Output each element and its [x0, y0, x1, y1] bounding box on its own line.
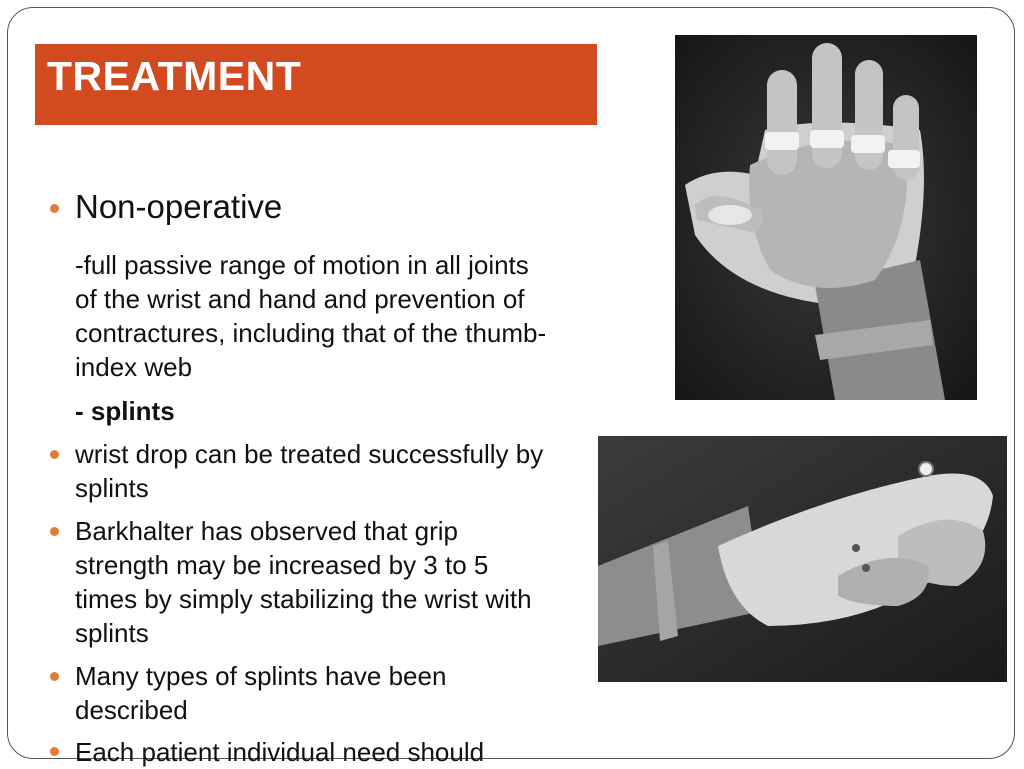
bullet-dot: [50, 204, 59, 213]
bullet-dot: [50, 672, 59, 681]
bullet-dot: [50, 450, 59, 459]
hand-splint-photo-palm: [675, 35, 977, 400]
bullet-wrist-drop: wrist drop can be treated successfully by splints: [75, 439, 544, 503]
slide-title: TREATMENT: [47, 53, 302, 99]
bullet-dot: [50, 747, 59, 756]
hand-splint-photo-side: [598, 436, 1007, 682]
sub-bullet-range-of-motion: -full passive range of motion in all joints of the wrist and hand and prevention of contractures, including that of the thumb-index web: [75, 250, 547, 382]
bullet-types-of-splints: Many types of splints have been described: [75, 661, 447, 725]
title-bar: [35, 44, 597, 125]
bullet-barkhalter: Barkhalter has observed that grip strength may be increased by 3 to 5 times by simply stabilizing the wrist with splints: [75, 516, 532, 648]
bullet-each-patient: Each patient individual need should: [75, 737, 485, 767]
sub-bullet-splints: - splints: [75, 396, 175, 426]
bullet-non-operative: Non-operative: [75, 188, 283, 225]
bullet-dot: [50, 527, 59, 536]
